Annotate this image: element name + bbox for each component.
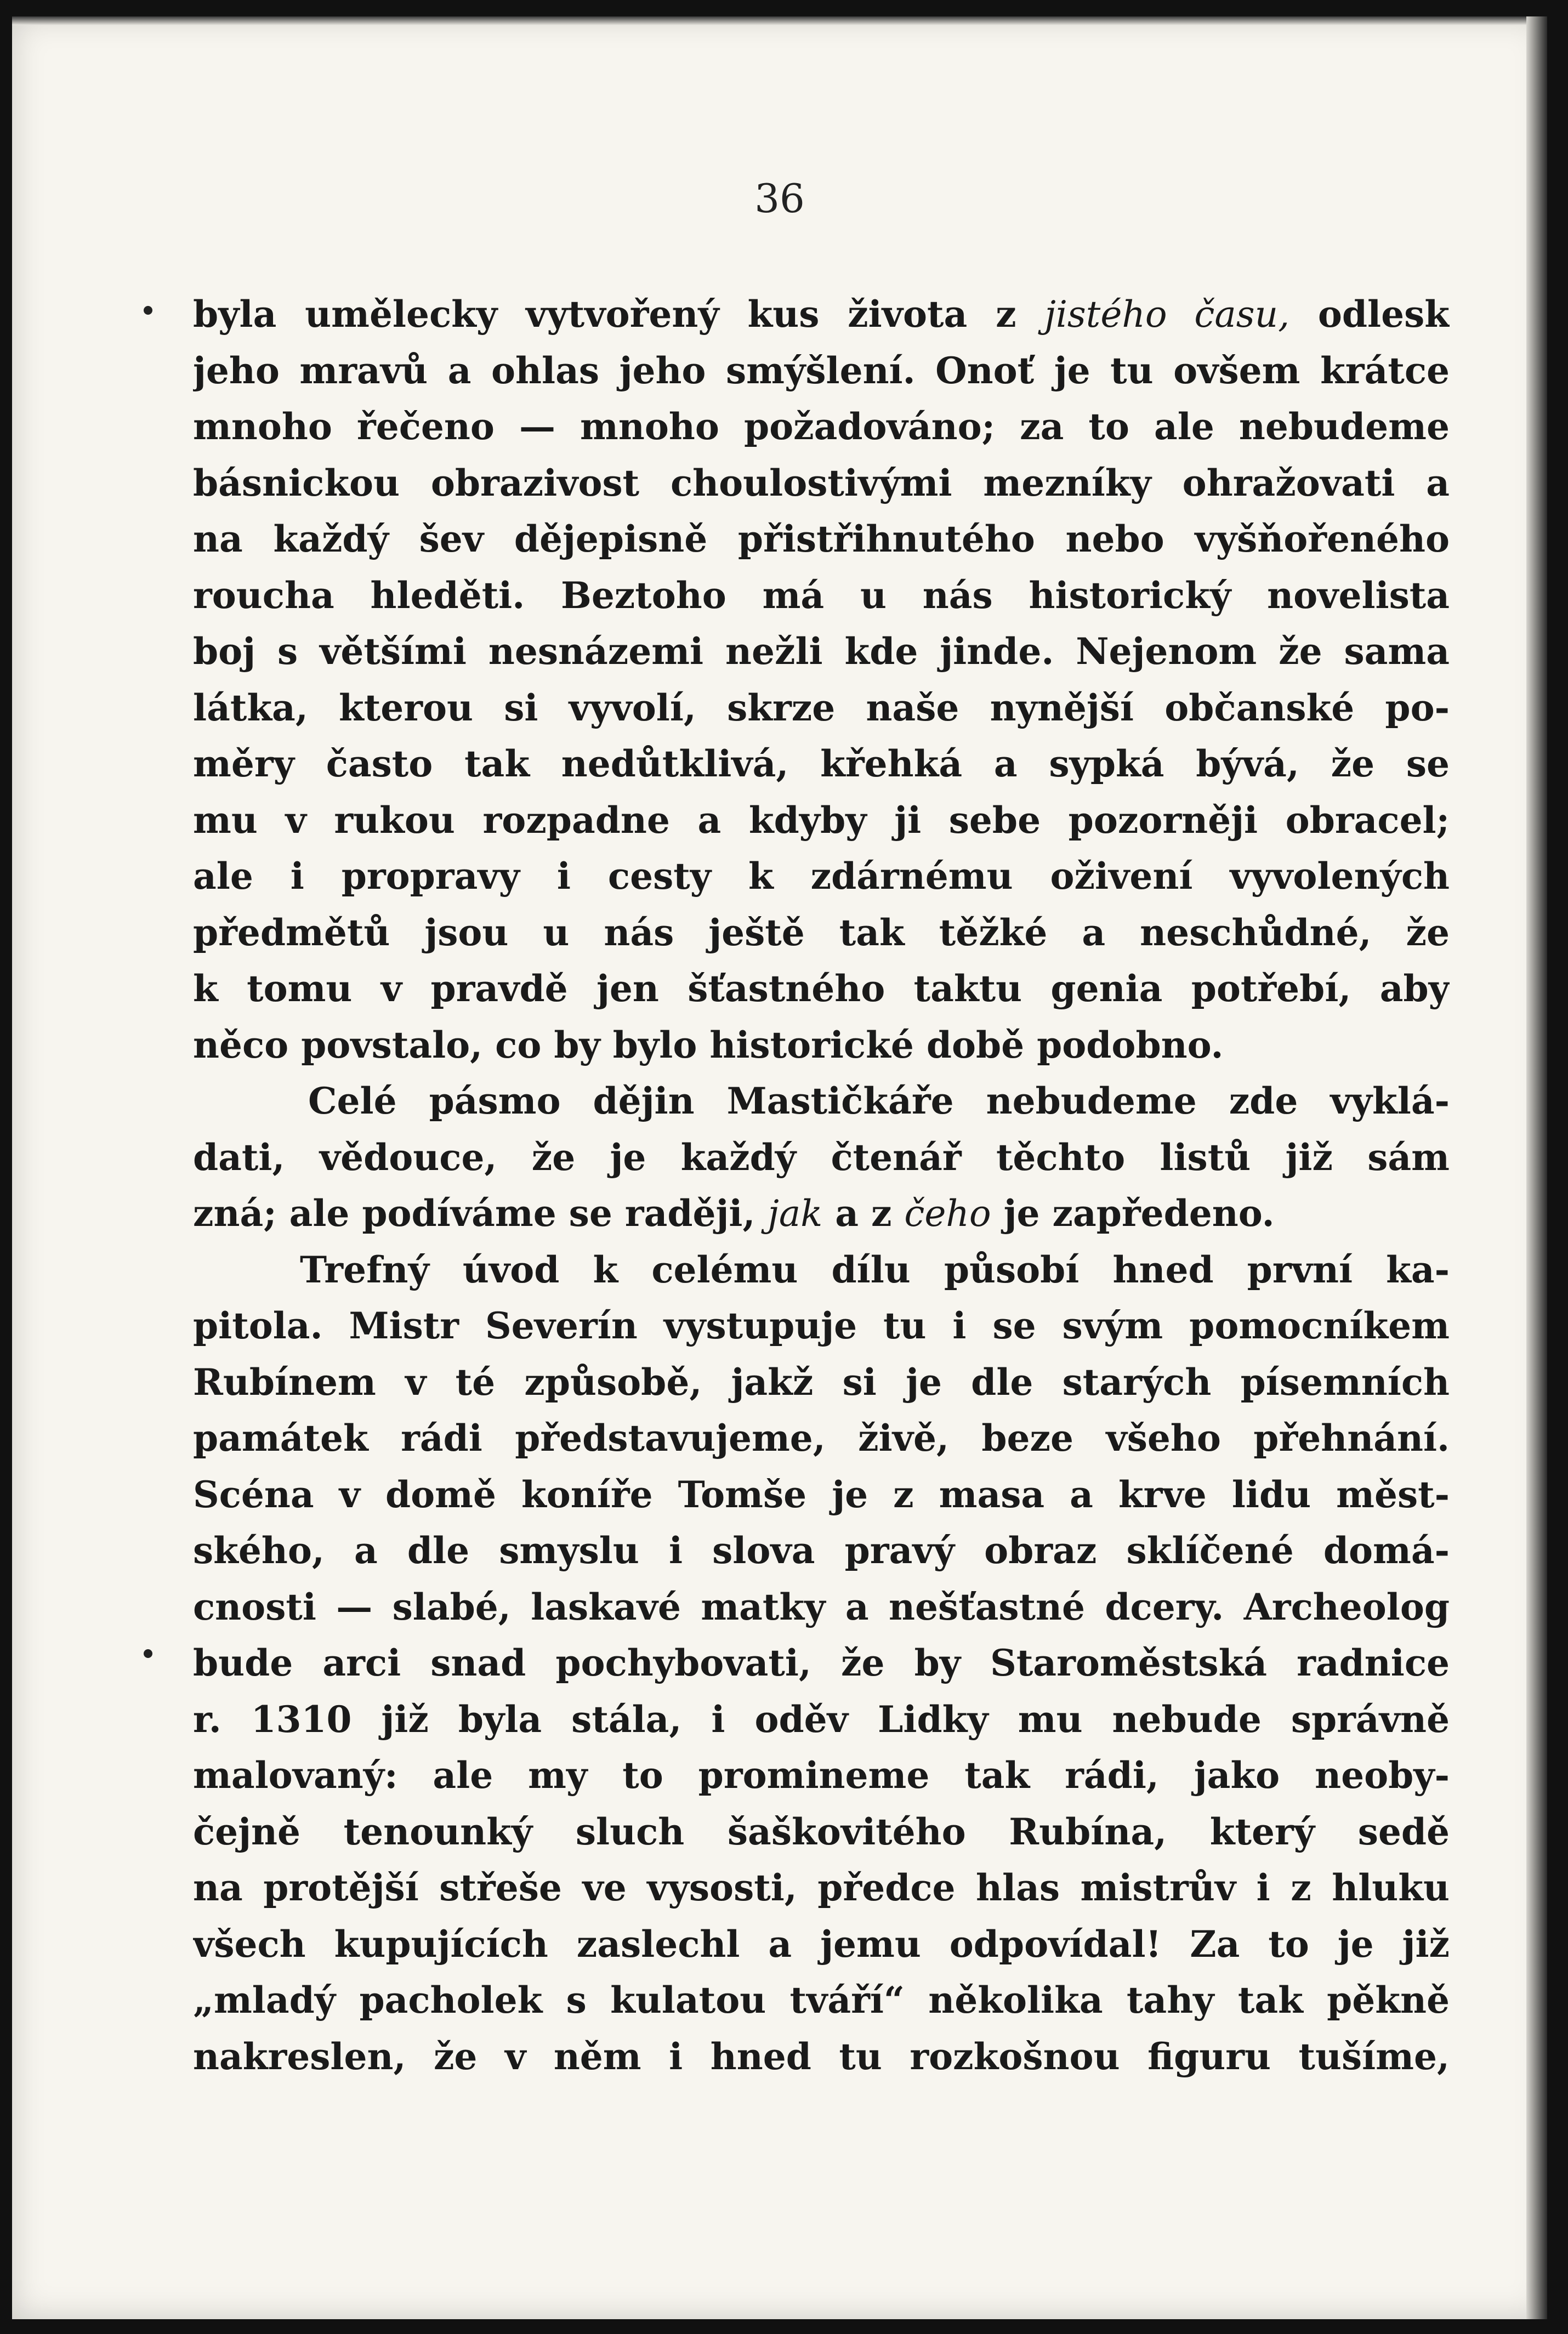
text-line-11: ale i propravy i cesty k zdárnému oživení vyvolených <box>193 855 1450 898</box>
text-line-21: památek rádi představujeme, živě, beze všeho přehnání. <box>193 1417 1450 1460</box>
text-line-31: „mladý pacholek s kulatou tváří“ několika tahy tak pěkně <box>193 1979 1450 2021</box>
text-line-2: jeho mravů a ohlas jeho smýšlení. Onoť je tu ovšem krátce <box>193 349 1450 392</box>
text-line-18: Trefný úvod k celému dílu působí hned první ka- <box>300 1248 1450 1291</box>
text-line-30: všech kupujících zaslechl a jemu odpovídal! Za to je již <box>193 1922 1450 1966</box>
text-line-1: byla umělecky vytvořený kus života z jistého času, odlesk <box>193 293 1450 336</box>
text-line-19: pitola. Mistr Severín vystupuje tu i se svým pomocníkem <box>193 1304 1450 1347</box>
text-line-25: bude arci snad pochybovati, že by Staroměstská radnice <box>193 1642 1450 1684</box>
text-line-20: Rubínem v té způsobě, jakž si je dle starých písemních <box>193 1360 1450 1404</box>
page-number: 36 <box>754 175 805 222</box>
text-line-26: r. 1310 již byla stála, i oděv Lidky mu nebude správně <box>193 1697 1450 1741</box>
body-text <box>193 286 1450 2085</box>
page-top-edge <box>12 16 1547 25</box>
text-line-8: látka, kterou si vyvolí, skrze naše nynější občanské po- <box>193 686 1450 729</box>
text-line-17: zná; ale podíváme se raději, jak a z čeho je zapředeno. <box>193 1192 1275 1235</box>
text-line-23: ského, a dle smyslu i slova pravý obraz sklíčené domá- <box>193 1529 1450 1572</box>
text-line-28: čejně tenounký sluch šaškovitého Rubína, který sedě <box>193 1810 1450 1853</box>
margin-mark <box>144 306 152 315</box>
text-line-16: dati, vědouce, že je každý čtenář těchto listů již sám <box>193 1135 1450 1179</box>
text-line-14: něco povstalo, co by bylo historické době podobno. <box>193 1023 1224 1066</box>
text-line-24: cnosti — slabé, laskavé matky a nešťastné dcery. Archeolog <box>193 1585 1450 1628</box>
text-line-7: boj s většími nesnázemi nežli kde jinde. Nejenom že sama <box>193 630 1450 673</box>
text-line-5: na každý šev dějepisně přistřihnutého nebo vyšňořeného <box>193 518 1450 560</box>
text-line-29: na protější střeše ve vysosti, předce hlas mistrův i z hluku <box>193 1866 1450 1909</box>
text-line-13: k tomu v pravdě jen šťastného taktu genia potřebí, aby <box>193 967 1450 1010</box>
page-right-edge <box>1526 16 1547 2319</box>
text-line-4: básnickou obrazivost choulostivými mezníky ohražovati a <box>193 461 1450 504</box>
text-line-9: měry často tak nedůtklivá, křehká a sypká bývá, že se <box>193 742 1450 785</box>
text-line-22: Scéna v domě koníře Tomše je z masa a krve lidu měst- <box>193 1473 1450 1516</box>
text-line-32: nakreslen, že v něm i hned tu rozkošnou figuru tušíme, <box>193 2035 1450 2078</box>
text-line-3: mnoho řečeno — mnoho požadováno; za to ale nebudeme <box>193 405 1450 448</box>
text-line-6: roucha hleděti. Beztoho má u nás historický novelista <box>193 573 1450 617</box>
text-line-27: malovaný: ale my to promineme tak rádi, jako neoby- <box>193 1754 1450 1797</box>
text-line-15: Celé pásmo dějin Mastičkáře nebudeme zde vyklá- <box>308 1080 1450 1122</box>
text-line-12: předmětů jsou u nás ještě tak těžké a neschůdné, že <box>193 911 1450 954</box>
book-page <box>12 16 1547 2319</box>
text-line-10: mu v rukou rozpadne a kdyby ji sebe pozorněji obracel; <box>193 798 1450 842</box>
margin-mark <box>144 1649 152 1658</box>
